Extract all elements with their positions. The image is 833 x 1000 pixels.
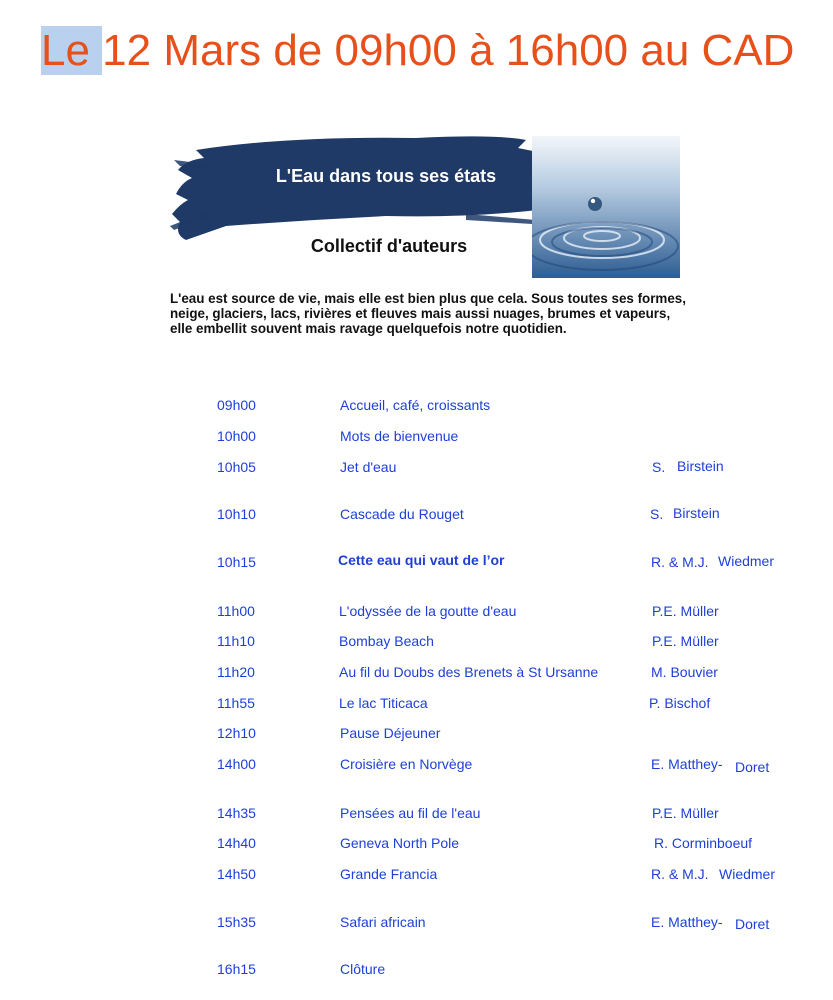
- row-author-name: Birstein: [673, 505, 720, 521]
- row-time: 11h10: [217, 633, 255, 649]
- row-author-initials: R. & M.J.: [651, 866, 709, 882]
- row-time: 12h10: [217, 725, 256, 741]
- row-author-initials: S.: [652, 459, 666, 475]
- row-author: P. Bischof: [649, 695, 711, 711]
- banner-title: L'Eau dans tous ses états: [275, 166, 497, 186]
- row-time: 14h50: [217, 866, 256, 882]
- row-title: Au fil du Doubs des Brenets à St Ursanne: [339, 664, 599, 680]
- row-title: Croisière en Norvège: [340, 756, 473, 772]
- row-author-name: Birstein: [677, 458, 724, 474]
- row-time: 10h05: [217, 459, 256, 475]
- row-title: Pensées au fil de l'eau: [340, 805, 481, 821]
- row-time: 14h00: [217, 756, 256, 772]
- row-title: Clôture: [340, 961, 386, 977]
- row-title: Pause Déjeuner: [340, 725, 441, 741]
- row-title: Jet d'eau: [340, 459, 397, 475]
- row-time: 16h15: [217, 961, 256, 977]
- row-title: Safari africain: [340, 914, 426, 930]
- banner-subtitle: Collectif d'auteurs: [310, 236, 468, 256]
- selected-text[interactable]: Le: [41, 26, 103, 75]
- row-time: 11h55: [217, 695, 255, 711]
- row-author-initials: S.: [650, 506, 664, 522]
- row-author: P.E. Müller: [652, 603, 719, 619]
- row-author-name: Doret: [735, 916, 770, 932]
- row-time: 10h00: [217, 428, 256, 444]
- row-title: Grande Francia: [340, 866, 438, 882]
- row-title: Mots de bienvenue: [340, 428, 459, 444]
- row-time: 14h35: [217, 805, 256, 821]
- row-author-initials: E. Matthey-: [651, 914, 723, 930]
- row-title: Accueil, café, croissants: [340, 397, 491, 413]
- row-time: 09h00: [217, 397, 256, 413]
- row-author: R. Corminboeuf: [654, 835, 753, 851]
- row-title: Bombay Beach: [339, 633, 434, 649]
- row-author: M. Bouvier: [651, 664, 718, 680]
- row-time: 11h20: [217, 664, 255, 680]
- row-title: Cette eau qui vaut de l’or: [338, 552, 505, 568]
- row-author: P.E. Müller: [652, 805, 719, 821]
- row-time: 10h15: [217, 554, 256, 570]
- row-author-initials: E. Matthey-: [651, 756, 723, 772]
- row-author: P.E. Müller: [652, 633, 719, 649]
- row-title: Cascade du Rouget: [340, 506, 464, 522]
- row-author-name: Wiedmer: [719, 866, 776, 882]
- row-title: Geneva North Pole: [340, 835, 460, 851]
- row-title: L'odyssée de la goutte d'eau: [339, 603, 517, 619]
- headline-text: 12 Mars de 09h00 à 16h00 au CAD: [102, 26, 795, 75]
- row-author-name: Doret: [735, 759, 770, 775]
- row-time: 10h10: [217, 506, 256, 522]
- intro-text: L'eau est source de vie, mais elle est bien plus que cela. Sous toutes ses formes, neige, glaciers, lacs, rivières et fleuves mais aussi nuages, brumes et vapeurs, elle embellit souvent mais ravage quelquefois notre quotidien.: [170, 291, 686, 336]
- row-author-name: Wiedmer: [718, 553, 775, 569]
- row-time: 11h00: [217, 603, 255, 619]
- row-author-initials: R. & M.J.: [651, 554, 709, 570]
- row-title: Le lac Titicaca: [339, 695, 428, 711]
- row-time: 14h40: [217, 835, 256, 851]
- row-time: 15h35: [217, 914, 256, 930]
